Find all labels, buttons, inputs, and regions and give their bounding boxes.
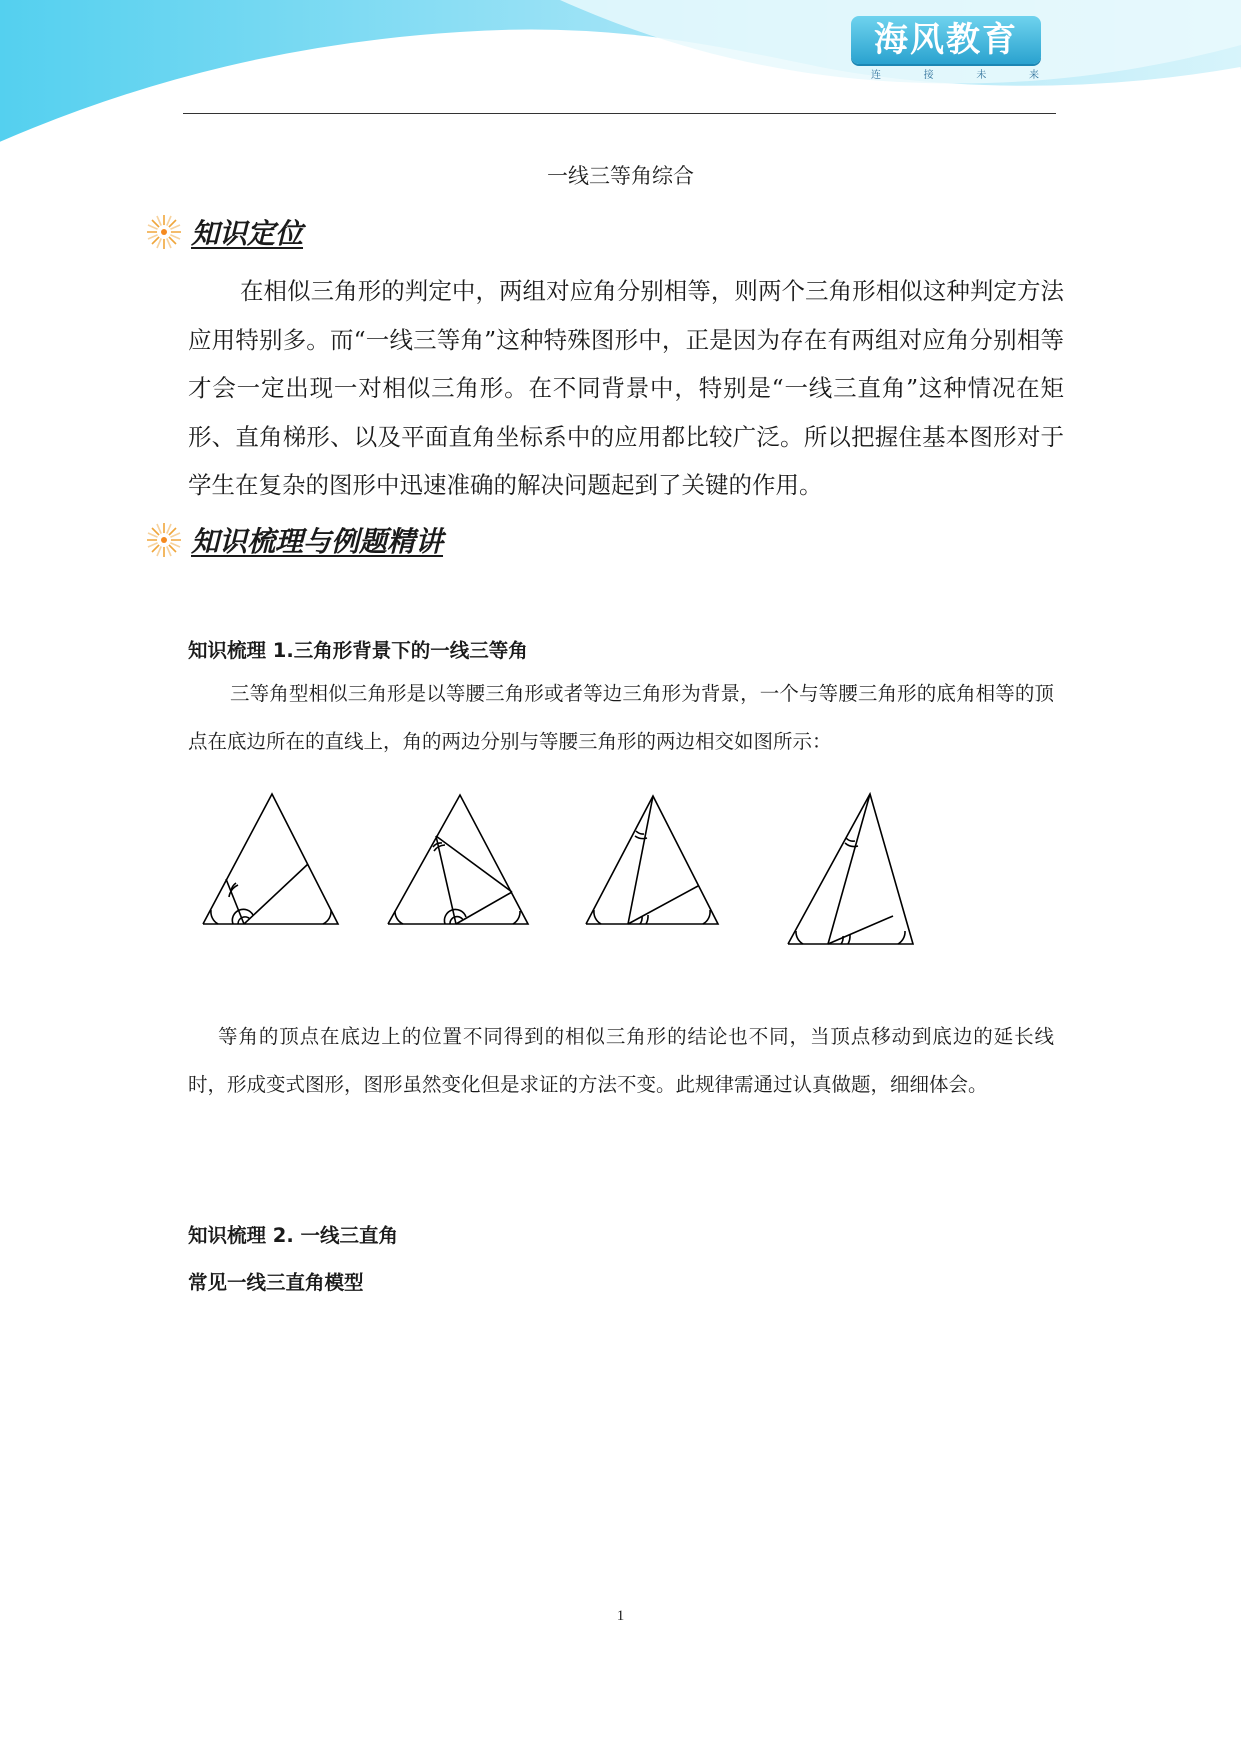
triangle-figure-2 bbox=[388, 795, 528, 924]
section-heading-text: 知识梳理与例题精讲 bbox=[191, 525, 444, 558]
brand-logo bbox=[851, 16, 1049, 81]
document-title: 一线三等角综合 bbox=[547, 164, 694, 188]
starburst-icon bbox=[145, 213, 183, 251]
triangle-figure-4 bbox=[788, 794, 913, 944]
triangle-figure-1 bbox=[203, 794, 338, 924]
intro-paragraph: 在相似三角形的判定中，两组对应角分别相等，则两个三角形相似这种判定方法应用特别多。而“一线三等角”这种特殊图形中，正是因为存在有两组对应角分别相等才会一定出现一对相似三角形。在不同背景中，特别是“一线三直角”这种情况在矩形、直角梯形、以及平面直角坐标系中的应用都比较广泛。所以把握住基本图形对于学生在复杂的图形中迅速准确的解决问题起到了关键的作用。 bbox=[188, 277, 1064, 499]
review1-paragraph2: 等角的顶点在底边上的位置不同得到的相似三角形的结论也不同，当顶点移动到底边的延长线时，形成变式图形，图形虽然变化但是求证的方法不变。此规律需通过认真做题，细细体会。 bbox=[188, 1025, 1054, 1096]
header-rule bbox=[183, 113, 1056, 114]
section-heading-review bbox=[145, 520, 443, 560]
logo-text: 海风教育 bbox=[851, 16, 1041, 64]
section-heading-positioning bbox=[145, 212, 303, 252]
triangle-figures bbox=[198, 785, 968, 955]
section-heading-text: 知识定位 bbox=[191, 217, 304, 250]
header-wave-decoration bbox=[0, 0, 1241, 150]
review2-subheading: 常见一线三直角模型 bbox=[188, 1271, 364, 1294]
review1-heading: 知识梳理 1.三角形背景下的一线三等角 bbox=[188, 639, 528, 662]
triangle-figure-3 bbox=[586, 796, 718, 924]
page-number: 1 bbox=[616, 1608, 625, 1624]
logo-tagline: 连 接 未 来 bbox=[871, 70, 1039, 81]
starburst-icon bbox=[145, 521, 183, 559]
review1-paragraph1: 三等角型相似三角形是以等腰三角形或者等边三角形为背景，一个与等腰三角形的底角相等的顶点在底边所在的直线上，角的两边分别与等腰三角形的两边相交如图所示： bbox=[188, 682, 1054, 753]
review2-heading: 知识梳理 2. 一线三直角 bbox=[188, 1224, 399, 1247]
